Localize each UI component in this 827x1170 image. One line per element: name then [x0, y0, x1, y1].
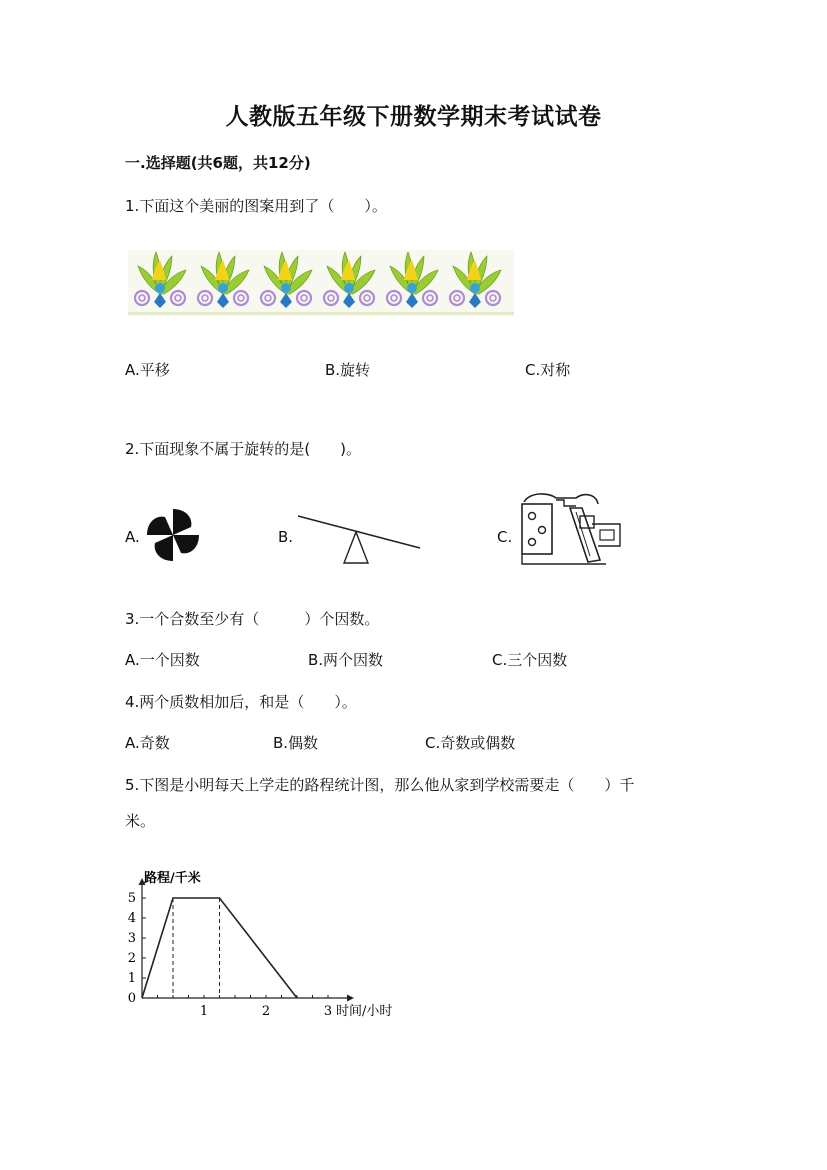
y-tick-label: 2	[127, 951, 136, 966]
q2-option-b: B.	[278, 528, 294, 546]
question-5-text-line2: 米。	[125, 812, 156, 830]
x-tick-label: 1	[199, 1004, 209, 1019]
q4-option-c: C.奇数或偶数	[425, 734, 516, 752]
y-axis-title: 路程/千米	[144, 871, 201, 886]
q2-option-c: C.	[497, 528, 513, 546]
question-1-text: 1.下面这个美丽的图案用到了（ ）。	[125, 197, 387, 215]
question-3-text: 3.一个合数至少有（ ）个因数。	[125, 610, 380, 628]
slide-image	[516, 490, 626, 570]
y-tick-label: 5	[127, 891, 136, 906]
y-tick-label: 0	[127, 991, 136, 1006]
q3-option-b: B.两个因数	[308, 651, 384, 669]
question-5-text-line1: 5.下图是小明每天上学走的路程统计图，那么他从家到学校需要走（ ）千	[125, 776, 635, 794]
question-2-text: 2.下面现象不属于旋转的是( )。	[125, 440, 362, 458]
question-4-text: 4.两个质数相加后，和是（ ）。	[125, 693, 357, 711]
q4-option-b: B.偶数	[273, 734, 319, 752]
pinwheel-image	[144, 506, 202, 564]
x-tick-label: 3	[323, 1004, 333, 1019]
x-axis-arrow	[347, 995, 354, 1002]
distance-time-chart	[120, 866, 420, 1026]
y-tick-label: 3	[127, 931, 136, 946]
pattern-image	[128, 250, 514, 316]
x-tick-label: 2	[261, 1004, 271, 1019]
y-tick-label: 4	[127, 911, 136, 926]
x-axis-title: 时间/小时	[336, 1004, 393, 1019]
q2-option-a: A.	[125, 528, 140, 546]
y-tick-label: 1	[127, 971, 136, 986]
section-heading: 一.选择题(共6题，共12分)	[125, 154, 311, 172]
q4-option-a: A.奇数	[125, 734, 170, 752]
q1-option-b: B.旋转	[325, 361, 371, 379]
seesaw-image	[296, 512, 424, 566]
q1-option-a: A.平移	[125, 361, 170, 379]
q1-option-c: C.对称	[525, 361, 571, 379]
q3-option-a: A.一个因数	[125, 651, 200, 669]
q3-option-c: C.三个因数	[492, 651, 568, 669]
page-title: 人教版五年级下册数学期末考试试卷	[225, 103, 602, 130]
